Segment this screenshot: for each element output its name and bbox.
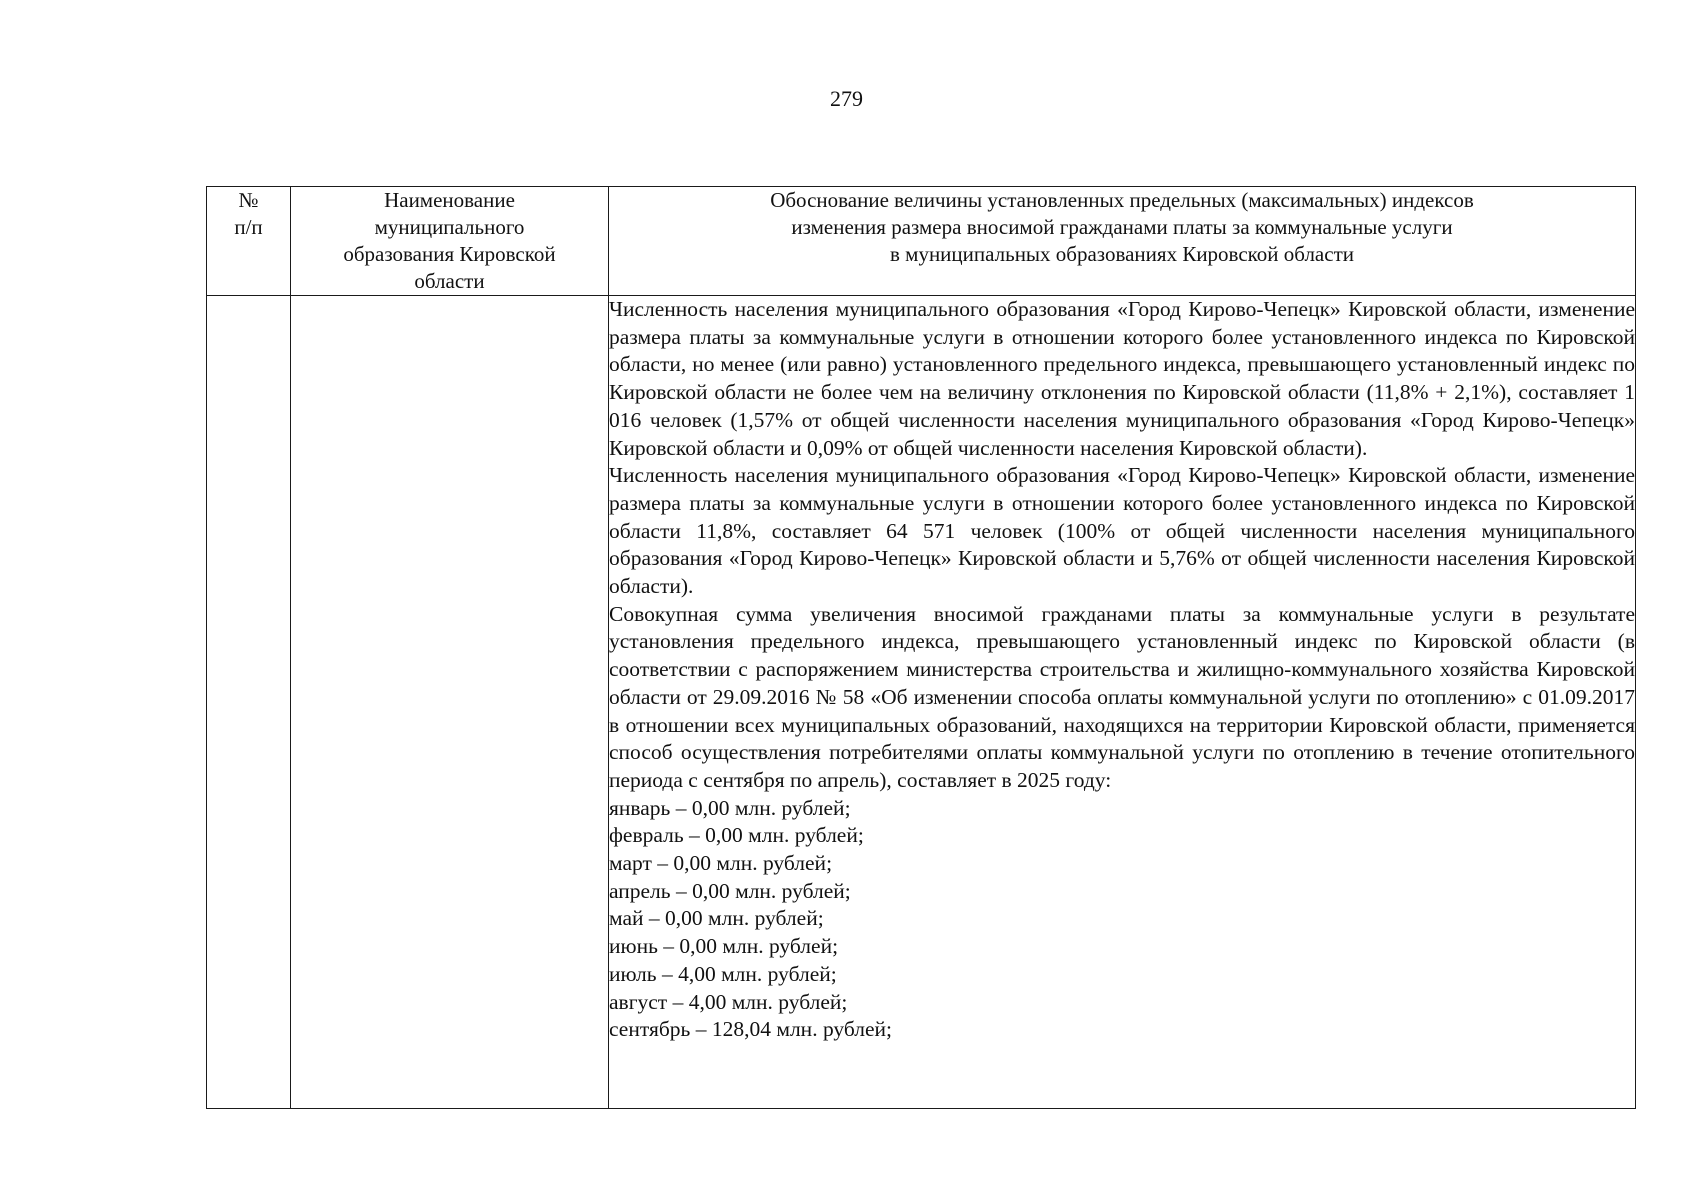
page-number: 279	[830, 86, 863, 111]
header-justification	[609, 187, 1636, 296]
cell-municipality-name	[291, 296, 609, 1109]
month-amount: январь – 0,00 млн. рублей;	[609, 795, 851, 820]
month-amount: апрель – 0,00 млн. рублей;	[609, 878, 851, 903]
month-amount: март – 0,00 млн. рублей;	[609, 851, 833, 876]
header-justification-line: изменения размера вносимой гражданами платы за коммунальные услуги	[791, 215, 1453, 239]
header-justification-line: в муниципальных образованиях Кировской области	[889, 242, 1354, 266]
header-name-line: Наименование	[384, 188, 515, 212]
justification-paragraph: Численность населения муниципального образования «Город Кирово-Чепецк» Кировской области, изменение размера платы за коммунальные услуги в отношении которого более установленного индекса по Кировской области, но менее (или равно) установленного предельного индекса, превышающего установленный индекс по Кировской области не более чем на величину отклонения по Кировской области (11,8% + 2,1%), составляет 1 016 человек (1,57% от общей численности населения муниципального образования «Город Кирово-Чепецк» Кировской области и 0,09% от общей численности населения Кировской области).	[609, 297, 1635, 460]
month-amount: май – 0,00 млн. рублей;	[609, 906, 824, 931]
header-justification-line: Обоснование величины установленных предельных (максимальных) индексов	[770, 188, 1474, 212]
justification-paragraph: Совокупная сумма увеличения вносимой гражданами платы за коммунальные услуги в результате установления предельного индекса, превышающего установленный индекс по Кировской области (в соответствии с распоряжением министерства строительства и жилищно-коммунального хозяйства Кировской области от 29.09.2016 № 58 «Об изменении способа оплаты коммунальной услуги по отоплению» с 01.09.2017 в отношении всех муниципальных образований, находящихся на территории Кировской области, применяется способ осуществления потребителями оплаты коммунальной услуги по отоплению в течение отопительного периода с сентября по апрель), составляет в 2025 году:	[609, 601, 1635, 792]
justification-paragraph: Численность населения муниципального образования «Город Кирово-Чепецк» Кировской области, изменение размера платы за коммунальные услуги в отношении которого более установленного индекса по Кировской области 11,8%, составляет 64 571 человек (100% от общей численности населения муниципального образования «Город Кирово-Чепецк» Кировской области и 5,76% от общей численности населения Кировской области).	[609, 463, 1635, 599]
month-amount: август – 4,00 млн. рублей;	[609, 989, 848, 1014]
header-name-line: муниципального	[374, 215, 525, 239]
month-amount: февраль – 0,00 млн. рублей;	[609, 823, 864, 848]
cell-number	[207, 296, 291, 1109]
header-number-line: №	[238, 188, 259, 212]
cell-justification	[609, 296, 1636, 1109]
header-name-line: образования Кировской	[343, 242, 556, 266]
header-name-line: области	[414, 269, 485, 293]
header-municipality-name	[291, 187, 609, 296]
justification-table	[206, 186, 1636, 1109]
table-row	[207, 296, 1636, 1109]
month-amount: сентябрь – 128,04 млн. рублей;	[609, 1017, 893, 1042]
month-amount: июль – 4,00 млн. рублей;	[609, 961, 837, 986]
header-number-line: п/п	[234, 215, 263, 239]
header-number	[207, 187, 291, 296]
table-header-row	[207, 187, 1636, 296]
month-amount: июнь – 0,00 млн. рублей;	[609, 934, 839, 959]
